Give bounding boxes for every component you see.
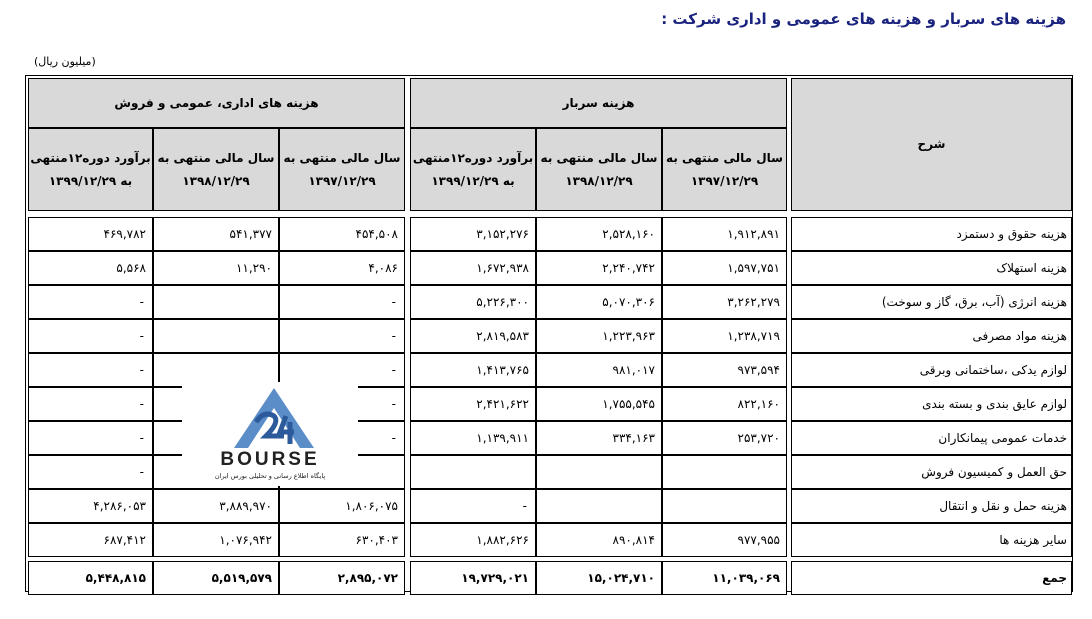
row-label: خدمات عمومی پیمانکاران bbox=[791, 421, 1072, 455]
table-cell: ۲,۵۲۸,۱۶۰ bbox=[536, 217, 662, 251]
header-admin-group: هزینه های اداری، عمومی و فروش bbox=[28, 78, 405, 128]
svg-text:BOURSE: BOURSE bbox=[220, 449, 320, 470]
table-cell: ۴,۰۸۶ bbox=[279, 251, 405, 285]
row-label: هزینه حمل و نقل و انتقال bbox=[791, 489, 1072, 523]
table-cell: ۳,۸۸۹,۹۷۰ bbox=[153, 489, 279, 523]
row-label: سایر هزینه ها bbox=[791, 523, 1072, 557]
unit-label: (میلیون ریال) bbox=[34, 55, 96, 68]
table-cell: ۳,۱۵۲,۲۷۶ bbox=[410, 217, 536, 251]
table-cell: ۳۳۴,۱۶۳ bbox=[536, 421, 662, 455]
table-cell: - bbox=[28, 319, 153, 353]
table-cell: ۵,۰۷۰,۳۰۶ bbox=[536, 285, 662, 319]
header-admin-1397: سال مالی منتهی به ۱۳۹۷/۱۲/۲۹ bbox=[279, 128, 405, 211]
table-cell: ۱,۰۷۶,۹۴۲ bbox=[153, 523, 279, 557]
bourse-logo-icon bbox=[182, 382, 358, 486]
table-cell: ۲۵۳,۷۲۰ bbox=[662, 421, 787, 455]
table-cell: ۱۱,۰۳۹,۰۶۹ bbox=[662, 561, 787, 595]
header-description: شرح bbox=[791, 78, 1072, 211]
table-cell: ۵۴۱,۳۷۷ bbox=[153, 217, 279, 251]
row-label: هزینه حقوق و دستمزد bbox=[791, 217, 1072, 251]
table-cell: ۲,۸۹۵,۰۷۲ bbox=[279, 561, 405, 595]
table-cell: ۸۹۰,۸۱۴ bbox=[536, 523, 662, 557]
table-cell: - bbox=[279, 421, 405, 455]
table-cell: ۵,۵۶۸ bbox=[28, 251, 153, 285]
row-label: جمع bbox=[791, 561, 1072, 595]
table-cell: ۹۷۳,۵۹۴ bbox=[662, 353, 787, 387]
table-cell: ۱۵,۰۲۴,۷۱۰ bbox=[536, 561, 662, 595]
table-cell: - bbox=[279, 387, 405, 421]
row-label: لوازم عایق بندی و بسته بندی bbox=[791, 387, 1072, 421]
table-cell: - bbox=[28, 353, 153, 387]
table-cell: ۵,۵۱۹,۵۷۹ bbox=[153, 561, 279, 595]
table-cell: ۵,۴۴۸,۸۱۵ bbox=[28, 561, 153, 595]
table-cell: - bbox=[279, 353, 405, 387]
table-cell: ۶۳۰,۴۰۳ bbox=[279, 523, 405, 557]
table-cell: ۴۶۹,۷۸۲ bbox=[28, 217, 153, 251]
table-cell: ۱۹,۷۲۹,۰۲۱ bbox=[410, 561, 536, 595]
table-cell: ۱,۵۹۷,۷۵۱ bbox=[662, 251, 787, 285]
table-cell: ۶۸۷,۴۱۲ bbox=[28, 523, 153, 557]
table-cell: ۱,۲۳۸,۷۱۹ bbox=[662, 319, 787, 353]
table-cell: ۲,۲۴۰,۷۴۲ bbox=[536, 251, 662, 285]
table-cell bbox=[153, 319, 279, 353]
table-cell bbox=[662, 455, 787, 489]
table-cell bbox=[536, 489, 662, 523]
table-cell: - bbox=[28, 387, 153, 421]
table-cell: ۱,۷۵۵,۵۴۵ bbox=[536, 387, 662, 421]
table-cell: ۱,۸۰۶,۰۷۵ bbox=[279, 489, 405, 523]
table-cell bbox=[153, 285, 279, 319]
table-cell: - bbox=[279, 285, 405, 319]
table-cell: ۸۲۲,۱۶۰ bbox=[662, 387, 787, 421]
row-label: هزینه انرژی (آب، برق، گاز و سوخت) bbox=[791, 285, 1072, 319]
row-label: هزینه مواد مصرفی bbox=[791, 319, 1072, 353]
table-cell: - bbox=[410, 489, 536, 523]
page-title: هزینه های سربار و هزینه های عمومی و اداری شرکت : bbox=[661, 10, 1066, 28]
table-cell: - bbox=[279, 319, 405, 353]
table-cell: ۵,۲۲۶,۳۰۰ bbox=[410, 285, 536, 319]
table-cell bbox=[410, 455, 536, 489]
table-cell bbox=[662, 489, 787, 523]
svg-text:پایگاه اطلاع رسانی و تحلیلی بو: پایگاه اطلاع رسانی و تحلیلی بورس ایران bbox=[214, 472, 326, 480]
table-cell: ۴,۲۸۶,۰۵۳ bbox=[28, 489, 153, 523]
row-label: حق العمل و کمیسیون فروش bbox=[791, 455, 1072, 489]
header-overhead-1398: سال مالی منتهی به ۱۳۹۸/۱۲/۲۹ bbox=[536, 128, 662, 211]
table-cell: ۱,۶۷۲,۹۳۸ bbox=[410, 251, 536, 285]
table-cell: ۱,۲۲۳,۹۶۳ bbox=[536, 319, 662, 353]
table-cell: ۹۷۷,۹۵۵ bbox=[662, 523, 787, 557]
table-cell: ۴۵۴,۵۰۸ bbox=[279, 217, 405, 251]
header-overhead-1397: سال مالی منتهی به ۱۳۹۷/۱۲/۲۹ bbox=[662, 128, 787, 211]
table-cell: ۱,۸۸۲,۶۲۶ bbox=[410, 523, 536, 557]
header-overhead-est: برآورد دوره۱۲منتهی به ۱۳۹۹/۱۲/۲۹ bbox=[410, 128, 536, 211]
table-cell bbox=[536, 455, 662, 489]
header-admin-1398: سال مالی منتهی به ۱۳۹۸/۱۲/۲۹ bbox=[153, 128, 279, 211]
table-cell: - bbox=[28, 285, 153, 319]
table-cell: ۱,۴۱۳,۷۶۵ bbox=[410, 353, 536, 387]
table-cell: ۹۸۱,۰۱۷ bbox=[536, 353, 662, 387]
header-overhead-group: هزینه سربار bbox=[410, 78, 787, 128]
table-cell: - bbox=[28, 421, 153, 455]
table-cell: ۳,۲۶۲,۲۷۹ bbox=[662, 285, 787, 319]
table-cell: ۱,۹۱۲,۸۹۱ bbox=[662, 217, 787, 251]
header-admin-est: برآورد دوره۱۲منتهی به ۱۳۹۹/۱۲/۲۹ bbox=[28, 128, 153, 211]
table-cell: ۲,۴۲۱,۶۲۲ bbox=[410, 387, 536, 421]
table-cell: ۱۱,۲۹۰ bbox=[153, 251, 279, 285]
table-cell: ۲,۸۱۹,۵۸۳ bbox=[410, 319, 536, 353]
row-label: لوازم یدکی ،ساختمانی وبرقی bbox=[791, 353, 1072, 387]
table-cell: - bbox=[28, 455, 153, 489]
row-label: هزینه استهلاک bbox=[791, 251, 1072, 285]
table-cell: ۱,۱۳۹,۹۱۱ bbox=[410, 421, 536, 455]
cost-table bbox=[25, 75, 1073, 592]
bourse-logo bbox=[182, 382, 358, 486]
